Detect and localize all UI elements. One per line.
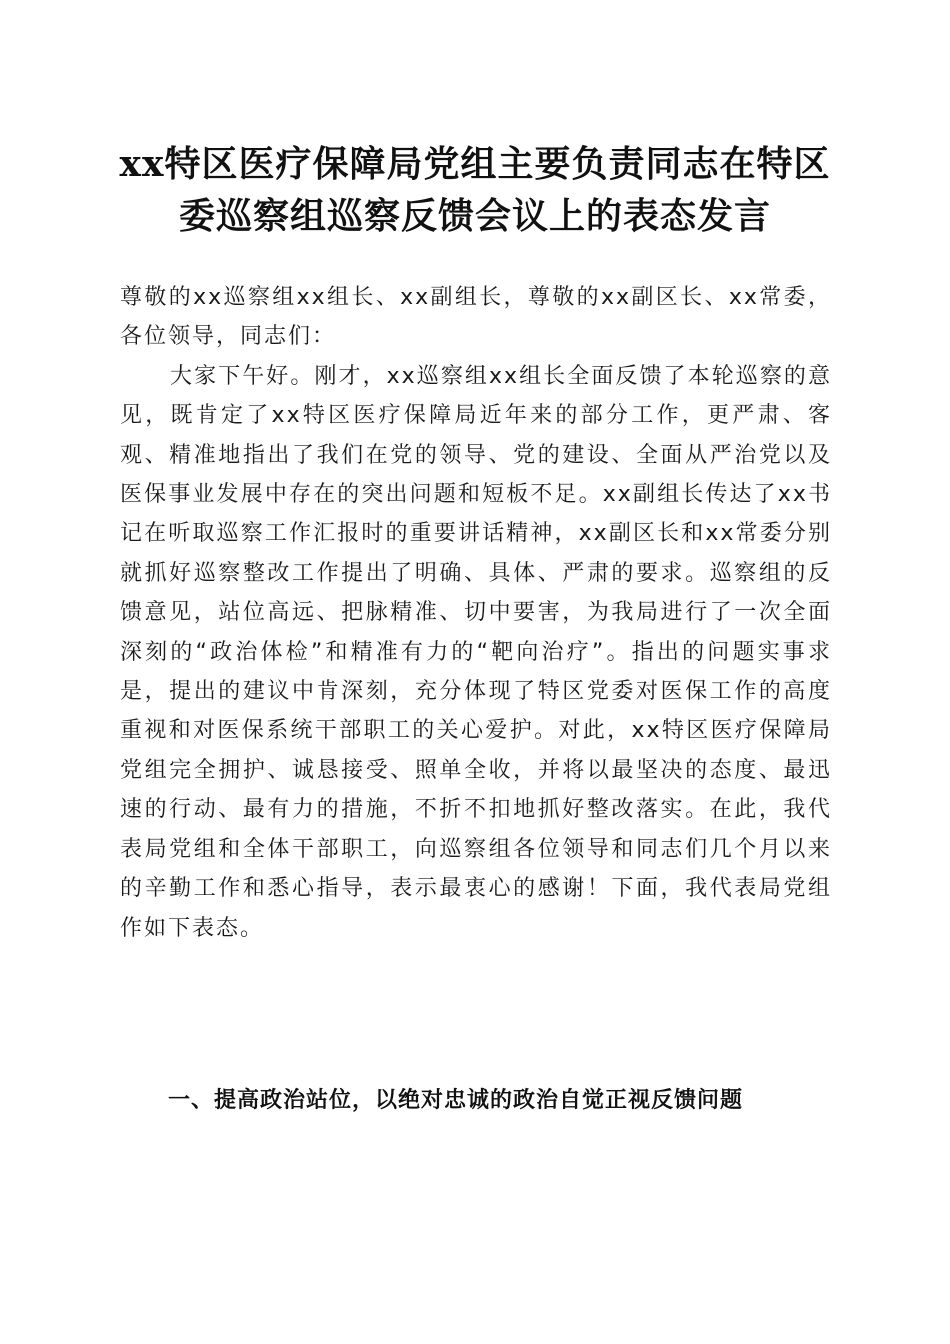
- salutation: 尊敬的xx巡察组xx组长、xx副组长，尊敬的xx副区长、xx常委，各位领导，同志们：: [120, 285, 832, 350]
- body-paragraph-1: 大家下午好。刚才，xx巡察组xx组长全面反馈了本轮巡察的意见，既肯定了xx特区医疗保障局近年来的部分工作，更严肃、客观、精准地指出了我们在党的领导、党的建设、全面从严治党以及医保事业发展中存在的突出问题和短板不足。xx副组长传达了xx书记在听取巡察工作汇报时的重要讲话精神，xx副区长和xx常委分别就抓好巡察整改工作提出了明确、具体、严肃的要求。巡察组的反馈意见，站位高远、把脉精准、切中要害，为我局进行了一次全面深刻的“政治体检”和精准有力的“靶向治疗”。指出的问题实事求是，提出的建议中肯深刻，充分体现了特区党委对医保工作的高度重视和对医保系统干部职工的关心爱护。对此，xx特区医疗保障局党组完全拥护、诚恳接受、照单全收，并将以最坚决的态度、最迅速的行动、最有力的措施，不折不扣地抓好整改落实。在此，我代表局党组和全体干部职工，向巡察组各位领导和同志们几个月以来的辛勤工作和悉心指导，表示最衷心的感谢！下面，我代表局党组作如下表态。: [120, 363, 832, 941]
- section-heading-1: 一、提高政治站位，以绝对忠诚的政治自觉正视反馈问题: [168, 1088, 744, 1113]
- document-body: [120, 278, 832, 948]
- document-title: [100, 138, 850, 242]
- title-line-1: xx特区医疗保障局党组主要负责同志在特区: [119, 143, 831, 185]
- title-line-2: 委巡察组巡察反馈会议上的表态发言: [178, 195, 771, 237]
